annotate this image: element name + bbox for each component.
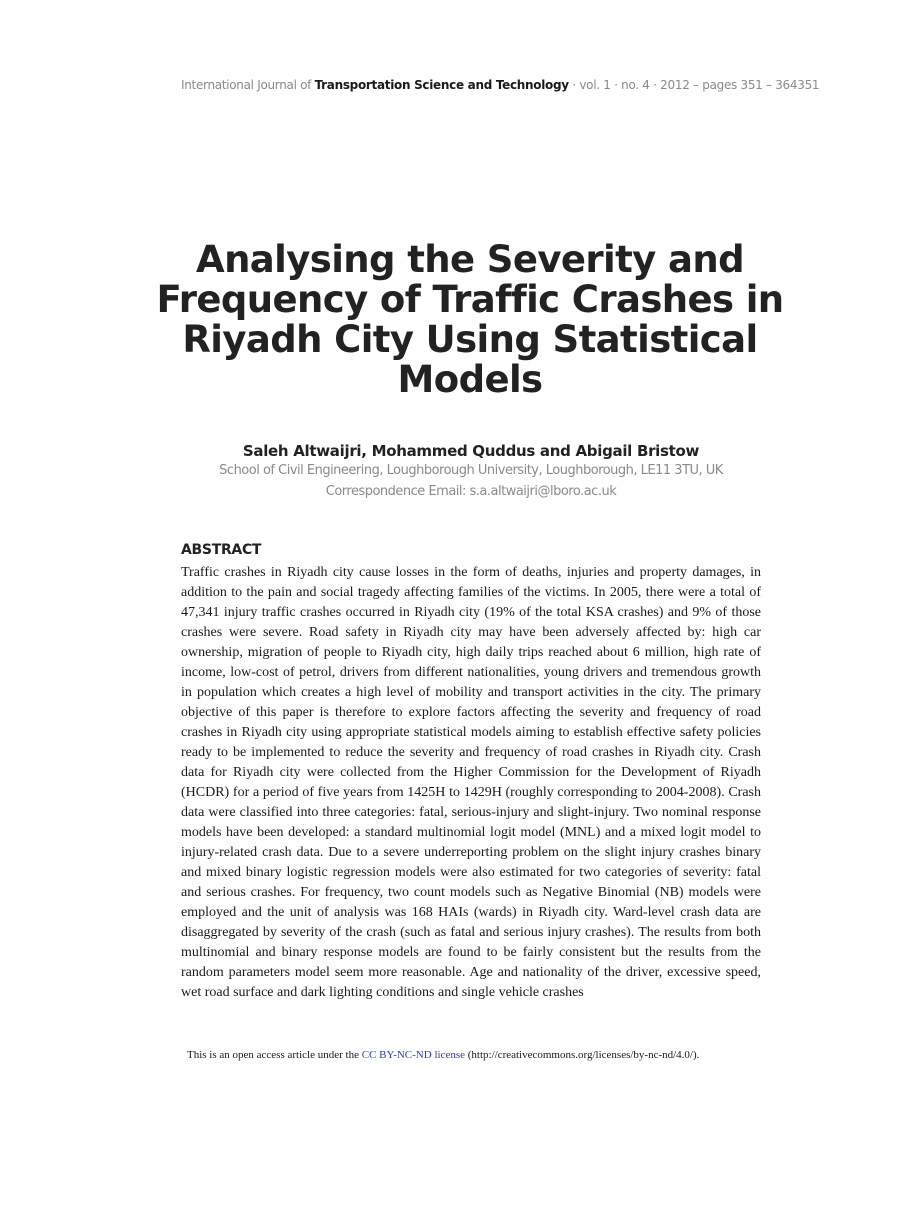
abstract-heading: ABSTRACT	[181, 542, 262, 558]
license-note	[187, 1049, 699, 1061]
journal-name: Transportation Science and Technology	[314, 78, 569, 92]
journal-volume-info: · vol. 1 · no. 4 · 2012 – pages 351 – 364	[568, 78, 798, 92]
license-prefix: This is an open access article under the	[187, 1049, 362, 1061]
license-link[interactable]: CC BY-NC-ND license	[361, 1049, 465, 1061]
journal-citation	[181, 78, 797, 92]
paper-title: Analysing the Severity and Frequency of Traffic Crashes in Riyadh City Using Statistical Models	[156, 238, 784, 401]
page-number: 351	[797, 78, 820, 92]
correspondence-email: Correspondence Email: s.a.altwaijri@lboro.ac.uk	[325, 484, 617, 499]
license-url: (http://creativecommons.org/licenses/by-nc-nd/4.0/).	[465, 1049, 700, 1061]
journal-prefix: International Journal of	[181, 78, 315, 92]
running-header	[181, 78, 820, 92]
author-list: Saleh Altwaijri, Mohammed Quddus and Abigail Bristow	[242, 442, 700, 460]
abstract-body: Traffic crashes in Riyadh city cause losses in the form of deaths, injuries and property damages, in addition to the pain and social tragedy affecting families of the victims. In 2005, there were a total of 47,341 injury traffic crashes occurred in Riyadh city (19% of the total KSA crashes) and 9% of those crashes were severe. Road safety in Riyadh city may have been adversely affected by: high car ownership, migration of people to Riyadh city, high daily trips reached about 6 million, high rate of income, low-cost of petrol, drivers from different nationalities, young drivers and tremendous growth in population which creates a high level of mobility and transport activities in the city. The primary objective of this paper is therefore to explore factors affecting the severity and frequency of road crashes in Riyadh city using appropriate statistical models aiming to establish effective safety policies ready to be implemented to reduce the severity and frequency of road crashes in Riyadh city. Crash data for Riyadh city were collected from the Higher Commission for the Development of Riyadh (HCDR) for a period of five years from 1425H to 1429H (roughly corresponding to 2004-2008). Crash data were classified into three categories: fatal, serious-injury and slight-injury. Two nominal response models have been developed: a standard multinomial logit model (MNL) and a mixed logit model to injury-related crash data. Due to a severe underreporting problem on the slight injury crashes binary and mixed binary logistic regression models were also estimated for two categories of severity: fatal and serious crashes. For frequency, two count models such as Negative Binomial (NB) models were employed and the unit of analysis was 168 HAIs (wards) in Riyadh city. Ward-level crash data are disaggregated by severity of the crash (such as fatal and serious injury crashes). The results from both multinomial and binary response models are found to be fairly consistent but the results from the random parameters model seem more reasonable. Age and nationality of the driver, excessive speed, wet road surface and dark lighting conditions and single vehicle crashes	[181, 565, 761, 1000]
affiliation: School of Civil Engineering, Loughborough University, Loughborough, LE11 3TU, UK	[219, 463, 723, 478]
